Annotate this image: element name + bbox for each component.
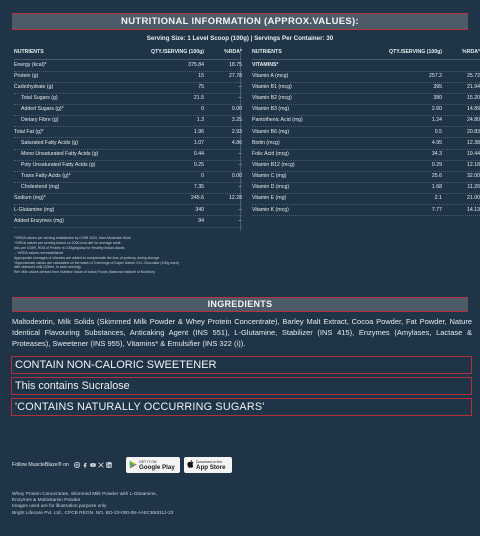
nutrient-rda: 12.28 — [229, 195, 242, 202]
table-row — [252, 172, 480, 183]
table-row — [252, 138, 480, 149]
nutrient-qty: 375.84 — [188, 61, 204, 68]
nutrient-rda: 4.86 — [231, 139, 242, 146]
nutrient-name: Pantothenic Acid (mg) — [252, 117, 303, 124]
footnote-line: #As per ICMR, RDA of Protein is 0.83g/kg/day for Healthy Indian Adults — [14, 245, 125, 250]
nutrient-rda: 19.44 — [467, 150, 480, 157]
nutrient-rda: -- — [238, 95, 242, 102]
nutrient-qty: 21.5 — [193, 95, 204, 102]
footnote-line: Appropriate overages of vitamins are added to compensate the loss of potency during storage — [14, 255, 160, 260]
nutrient-rda: 20.83 — [467, 128, 480, 135]
nutrient-name: Protein (g) — [14, 72, 39, 79]
badge-big-text: App Store — [196, 464, 226, 471]
follow-row — [12, 458, 112, 472]
table-row — [14, 161, 242, 172]
table-row — [14, 205, 242, 216]
nutrient-name: Total Sugars (g) — [21, 95, 58, 102]
nutrient-qty: 257.2 — [429, 72, 442, 79]
nutrient-qty: 0.5 — [434, 128, 442, 135]
nutrient-qty: 75 — [198, 84, 204, 91]
nutrient-rda: -- — [238, 162, 242, 169]
footnote-line: with skimmed milk (300ml, in each serving) — [14, 265, 81, 270]
nutrient-rda: 32.00 — [467, 173, 480, 180]
nutrient-name: Vitamin B2 (mcg) — [252, 95, 292, 102]
badge-big-text: Google Play — [139, 464, 175, 471]
nutrient-qty: 4.95 — [431, 139, 442, 146]
footnote-line: *%RDA values per serving established by ICMR 2020, Man-Moderate Work — [14, 236, 131, 240]
table-body — [252, 72, 480, 217]
sugars-notice: 'CONTAINS NATURALLY OCCURRING SUGARS' — [11, 398, 472, 416]
table-header — [252, 47, 480, 60]
nutrient-name: Biotin (mcg) — [252, 139, 280, 146]
nutrient-name: Vitamin E (mg) — [252, 195, 287, 202]
app-store-badge[interactable] — [184, 457, 232, 473]
nutrient-name: Vitamin B3 (mg) — [252, 106, 290, 113]
nutrient-name: Energy (kcal)* — [14, 61, 47, 68]
nutrient-name: Vitamin D (mcg) — [252, 184, 290, 191]
table-row — [14, 216, 242, 227]
nutrient-name: Vitamin B1 (mcg) — [252, 84, 292, 91]
nutrient-rda: 21.94 — [467, 84, 480, 91]
footnote-line: Ref: Milk values derived from Nutritive Value of Indian Foods (National Institute of Nutrition) — [14, 270, 155, 275]
nutrient-name: Carbohydrate (g) — [14, 84, 54, 91]
table-row — [252, 183, 480, 194]
sweetener-notice: CONTAIN NON-CALORIC SWEETENER — [11, 356, 472, 374]
table-row — [252, 194, 480, 205]
nutrient-rda: 21.00 — [467, 195, 480, 202]
social-links — [72, 462, 112, 468]
nutrient-rda: 0.00 — [231, 173, 242, 180]
nutrient-name: Added Enzymes (mg) — [14, 217, 64, 224]
nutrient-qty: 1.24 — [431, 117, 442, 124]
col-rda: %RDA* — [462, 49, 480, 55]
nutrient-rda: 12.18 — [467, 162, 480, 169]
serving-info: Serving Size: 1 Level Scoop (100g) | Servings Per Container: 30 — [146, 35, 334, 42]
table-row — [14, 183, 242, 194]
table-header — [14, 47, 242, 60]
nutrient-rda: 3.25 — [231, 117, 242, 124]
table-row — [252, 105, 480, 116]
legal-line: Enzymes & Multivitamin Powder — [12, 498, 81, 504]
footnotes — [14, 236, 264, 275]
nutrient-qty: 1.68 — [431, 184, 442, 191]
nutrient-rda: 2.93 — [231, 128, 242, 135]
linkedin-icon[interactable] — [106, 462, 112, 468]
group-label: VITAMINS* — [252, 61, 279, 68]
nutrient-qty: 34.3 — [431, 150, 442, 157]
nutrient-qty: 15 — [198, 72, 204, 79]
col-nutrients: NUTRIENTS — [14, 49, 44, 55]
table-row — [14, 83, 242, 94]
nutrient-qty: 1.07 — [193, 139, 204, 146]
nutrient-rda: 24.80 — [467, 117, 480, 124]
nutrient-name: Folic Acid (mcg) — [252, 150, 289, 157]
nutrient-name: Sodium (mg)* — [14, 195, 46, 202]
table-row — [14, 127, 242, 138]
google-play-badge[interactable] — [126, 457, 180, 473]
nutrient-qty: 7.77 — [431, 206, 442, 213]
facebook-icon[interactable] — [82, 462, 88, 468]
follow-label: Follow MuscleBlaze® on — [12, 462, 69, 468]
nutrient-name: Poly Unsaturated Fatty Acids (g) — [21, 162, 96, 169]
footnote-line: *Approximate values are calculated on the basis of 3 servings of Super Gainer XXL Chocolate (100g each) — [14, 260, 180, 265]
table-row — [14, 72, 242, 83]
nutrition-title: NUTRITIONAL INFORMATION (APPROX.VALUES): — [12, 13, 468, 30]
table-row — [252, 205, 480, 216]
nutrient-qty: 2.60 — [431, 106, 442, 113]
table-row — [14, 150, 242, 161]
col-qty: QTY./SERVING (100g) — [389, 49, 442, 55]
nutrient-name: Vitamin B6 (mg) — [252, 128, 290, 135]
table-row — [252, 127, 480, 138]
nutrient-name: Saturated Fatty Acids (g) — [21, 139, 79, 146]
table-row — [252, 83, 480, 94]
nutrient-rda: -- — [238, 217, 242, 224]
youtube-icon[interactable] — [90, 462, 96, 468]
nutrient-name: Dietary Fibre (g) — [21, 117, 59, 124]
nutrient-rda: 11.20 — [467, 184, 480, 191]
nutrient-qty: 25.6 — [431, 173, 442, 180]
nutrient-name: Trans Fatty Acids (g)* — [21, 173, 71, 180]
apple-icon — [187, 460, 194, 470]
legal-text — [12, 492, 312, 517]
x-icon[interactable] — [98, 462, 104, 468]
badge-small-text: GET IT ON — [139, 460, 157, 464]
table-row — [14, 94, 242, 105]
col-rda: %RDA* — [224, 49, 242, 55]
table-row — [252, 72, 480, 83]
nutrient-rda: 25.72 — [467, 72, 480, 79]
nutrient-qty: 395 — [433, 84, 442, 91]
nutrient-rda: -- — [238, 84, 242, 91]
nutrient-qty: 0 — [201, 106, 204, 113]
footnote-line: -- %RDA values not established — [14, 250, 64, 255]
nutrient-rda: -- — [238, 184, 242, 191]
nutrient-name: Mono Unsaturated Fatty Acids (g) — [21, 150, 99, 157]
nutrient-rda: 15.20 — [467, 95, 480, 102]
table-row — [14, 60, 242, 71]
nutrition-table-left — [14, 47, 242, 228]
table-row — [14, 138, 242, 149]
table-row — [14, 105, 242, 116]
col-qty: QTY./SERVING (100g) — [151, 49, 204, 55]
instagram-icon[interactable] — [74, 462, 80, 468]
legal-line: Images used are for illustration purpose only — [12, 504, 107, 510]
nutrient-qty: 2.1 — [434, 195, 442, 202]
nutrient-name: Vitamin A (mcg) — [252, 72, 289, 79]
nutrient-rda: -- — [238, 206, 242, 213]
nutrient-qty: 340 — [195, 206, 204, 213]
legal-line: Bright Lifecare Pvt. Ltd., CPCB REGN. NO. BO-23-000-08-AAECB5311J-23 — [12, 510, 174, 516]
nutrient-rda: 14.89 — [467, 106, 480, 113]
footnote-line: ^%RDA values per serving based on 2000 kcal diet for average adult — [14, 240, 121, 245]
nutrient-name: Total Fat (g)* — [14, 128, 44, 135]
nutrient-rda: 0.00 — [231, 106, 242, 113]
table-row — [252, 161, 480, 172]
table-row — [252, 116, 480, 127]
nutrient-name: Vitamin B12 (mcg) — [252, 162, 295, 169]
ingredients-title: INGREDIENTS — [12, 297, 468, 312]
nutrient-rda: 14.13 — [467, 206, 480, 213]
legal-line: Whey Protein Concentrate, Skimmed Milk Powder with L-Glutamine, — [12, 492, 158, 497]
table-row — [252, 94, 480, 105]
nutrient-qty: 245.6 — [191, 195, 204, 202]
nutrient-rda: -- — [238, 150, 242, 157]
table-row — [14, 116, 242, 127]
ingredients-text: Maltodextrin, Milk Solids (Skimmed Milk Powder & Whey Protein Concentrate), Barley Malt Extract, Cocoa Powder, Fat Powder, Nature Identical Flavouring Substances, Anticaking Agent (INS 551), L-Glutamine, Stabilizer (INS 415), Enzymes (Amylases, Lactase & Proteases), Sweetener (INS 955), Vitamins* & Emulsifier (INS 322 (i)). — [12, 317, 472, 349]
play-store-icon — [129, 460, 137, 471]
nutrient-rda: 12.38 — [467, 139, 480, 146]
nutrient-rda: 27.78 — [229, 72, 242, 79]
nutrient-qty: 1.3 — [196, 117, 204, 124]
nutrient-qty: 94 — [198, 217, 204, 224]
nutrient-qty: 7.35 — [193, 184, 204, 191]
sucralose-notice: This contains Sucralose — [11, 377, 472, 395]
nutrient-qty: 0.44 — [193, 150, 204, 157]
nutrient-name: Added Sugars (g)* — [21, 106, 64, 113]
nutrient-rda: 18.75 — [229, 61, 242, 68]
nutrient-qty: 380 — [433, 95, 442, 102]
col-nutrients: NUTRIENTS — [252, 49, 282, 55]
nutrient-name: Cholesterol (mg) — [21, 184, 60, 191]
table-body — [14, 60, 242, 227]
nutrient-qty: 0.29 — [431, 162, 442, 169]
nutrient-qty: 0.25 — [193, 162, 204, 169]
nutrient-name: Vitamin C (mg) — [252, 173, 287, 180]
nutrition-table-right — [252, 47, 480, 216]
nutrient-name: L-Glutamine (mg) — [14, 206, 55, 213]
vitamins-group-label — [252, 60, 480, 71]
nutrient-qty: 0 — [201, 173, 204, 180]
badge-small-text: Download on the — [196, 460, 223, 464]
table-row — [14, 194, 242, 205]
nutrient-qty: 1.96 — [193, 128, 204, 135]
nutrient-name: Vitamin K (mcg) — [252, 206, 289, 213]
table-row — [252, 150, 480, 161]
table-row — [14, 172, 242, 183]
